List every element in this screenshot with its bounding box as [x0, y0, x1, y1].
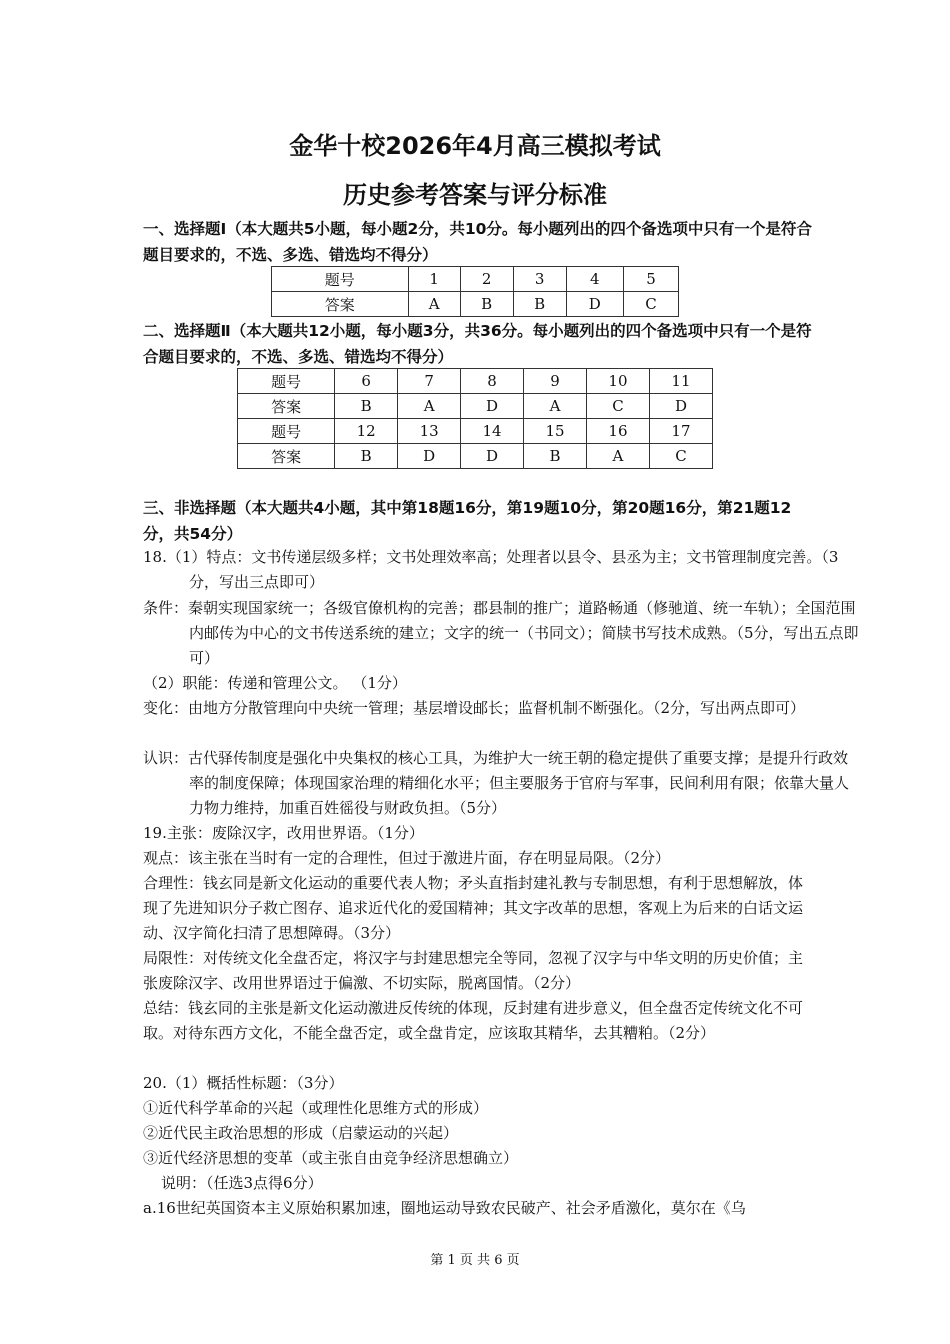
q20-item2: ②近代民主政治思想的形成（启蒙运动的兴起）	[143, 1124, 459, 1142]
table-row	[238, 369, 713, 394]
table-cell: A	[524, 394, 587, 419]
q18-conditions: 条件：秦朝实现国家统一；各级官僚机构的完善；郡县制的推广；道路畅通（修驰道、统一车轨）；全国范围内邮传为中心的文书传送系统的建立；文字的统一（书同文）；简牍书写技术成熟。（5分，写出五点即可）	[143, 599, 859, 667]
table-cell: 10	[587, 369, 650, 394]
table-cell: 答案	[238, 394, 335, 419]
q19-rationality: 合理性：钱玄同是新文化运动的重要代表人物；矛头直指封建礼教与专制思想，有利于思想解放，体现了先进知识分子救亡图存、追求近代化的爱国精神；其文字改革的思想，客观上为后来的白话文运动、汉字简化扫清了思想障碍。（3分）	[143, 874, 804, 942]
table-cell: 答案	[238, 444, 335, 469]
q19-proposal: 19.主张：废除汉字，改用世界语。（1分）	[143, 824, 424, 842]
section1-answer-table	[271, 266, 679, 317]
table-cell: D	[461, 444, 524, 469]
table-cell: 14	[461, 419, 524, 444]
table-cell: D	[461, 394, 524, 419]
table-cell: D	[398, 444, 461, 469]
table-cell: C	[587, 394, 650, 419]
table-row	[238, 444, 713, 469]
table-row	[238, 394, 713, 419]
q19-limitations: 局限性：对传统文化全盘否定，将汉字与封建思想完全等同，忽视了汉字与中华文明的历史价值；主张废除汉字、改用世界语过于偏激、不切实际，脱离国情。（2分）	[143, 949, 804, 992]
table-cell: 3	[513, 267, 566, 292]
table-cell: 答案	[272, 292, 409, 317]
q20-part1-title: 20.（1）概括性标题：（3分）	[143, 1074, 344, 1092]
table-cell: 5	[624, 267, 679, 292]
table-cell: B	[335, 394, 398, 419]
section1-heading: 一、选择题Ⅰ（本大题共5小题，每小题2分，共10分。每小题列出的四个备选项中只有一个是符合题目要求的，不选、多选、错选均不得分）	[143, 220, 812, 264]
table-cell: 8	[461, 369, 524, 394]
table-row	[238, 419, 713, 444]
table-cell: 题号	[272, 267, 409, 292]
page-subtitle: 历史参考答案与评分标准	[343, 181, 607, 209]
table-row	[272, 292, 679, 317]
section2-answer-table	[237, 368, 713, 469]
table-cell: B	[460, 292, 513, 317]
table-cell: 题号	[238, 369, 335, 394]
table-cell: B	[335, 444, 398, 469]
table-cell: A	[408, 292, 460, 317]
table-cell: 9	[524, 369, 587, 394]
table-cell: 4	[566, 267, 623, 292]
table-cell: C	[624, 292, 679, 317]
table-cell: 题号	[238, 419, 335, 444]
table-cell: D	[649, 394, 712, 419]
q19-viewpoint: 观点：该主张在当时有一定的合理性，但过于激进片面，存在明显局限。（2分）	[143, 849, 671, 867]
table-cell: 12	[335, 419, 398, 444]
table-cell: B	[524, 444, 587, 469]
section3-heading: 三、非选择题（本大题共4小题，其中第18题16分，第19题10分，第20题16分，第21题12分，共54分）	[143, 499, 792, 543]
table-cell: 2	[460, 267, 513, 292]
q20-item3: ③近代经济思想的变革（或主张自由竞争经济思想确立）	[143, 1149, 519, 1167]
page-title: 金华十校2026年4月高三模拟考试	[289, 132, 661, 160]
section2-heading: 二、选择题Ⅱ（本大题共12小题，每小题3分，共36分。每小题列出的四个备选项中只有一个是符合题目要求的，不选、多选、错选均不得分）	[143, 322, 812, 366]
table-cell: 11	[649, 369, 712, 394]
table-cell: D	[566, 292, 623, 317]
table-cell: C	[649, 444, 712, 469]
q20-point-a: a.16世纪英国资本主义原始积累加速，圈地运动导致农民破产、社会矛盾激化，莫尔在《乌	[143, 1199, 746, 1217]
table-cell: B	[513, 292, 566, 317]
page-footer: 第 1 页 共 6 页	[430, 1253, 520, 1268]
q18-part1-features: 18.（1）特点：文书传递层级多样；文书处理效率高；处理者以县令、县丞为主；文书管理制度完善。（3分，写出三点即可）	[143, 548, 839, 591]
table-cell: A	[587, 444, 650, 469]
table-cell: A	[398, 394, 461, 419]
table-cell: 15	[524, 419, 587, 444]
q18-understanding: 认识：古代驿传制度是强化中央集权的核心工具，为维护大一统王朝的稳定提供了重要支撑；是提升行政效率的制度保障；体现国家治理的精细化水平；但主要服务于官府与军事，民间利用有限；依靠大量人力物力维持，加重百姓徭役与财政负担。（5分）	[143, 749, 850, 817]
table-cell: 16	[587, 419, 650, 444]
q19-summary: 总结：钱玄同的主张是新文化运动激进反传统的体现，反封建有进步意义，但全盘否定传统文化不可取。对待东西方文化，不能全盘否定，或全盘肯定，应该取其精华，去其糟粕。（2分）	[143, 999, 804, 1042]
q20-note: 说明：（任选3点得6分）	[161, 1174, 323, 1192]
table-cell: 1	[408, 267, 460, 292]
q18-changes: 变化：由地方分散管理向中央统一管理；基层增设邮长；监督机制不断强化。（2分，写出两点即可）	[143, 699, 806, 717]
q18-part2-function: （2）职能：传递和管理公文。 （1分）	[143, 674, 407, 692]
table-cell: 17	[649, 419, 712, 444]
table-cell: 6	[335, 369, 398, 394]
table-cell: 7	[398, 369, 461, 394]
q20-item1: ①近代科学革命的兴起（或理性化思维方式的形成）	[143, 1099, 489, 1117]
table-row	[272, 267, 679, 292]
table-cell: 13	[398, 419, 461, 444]
